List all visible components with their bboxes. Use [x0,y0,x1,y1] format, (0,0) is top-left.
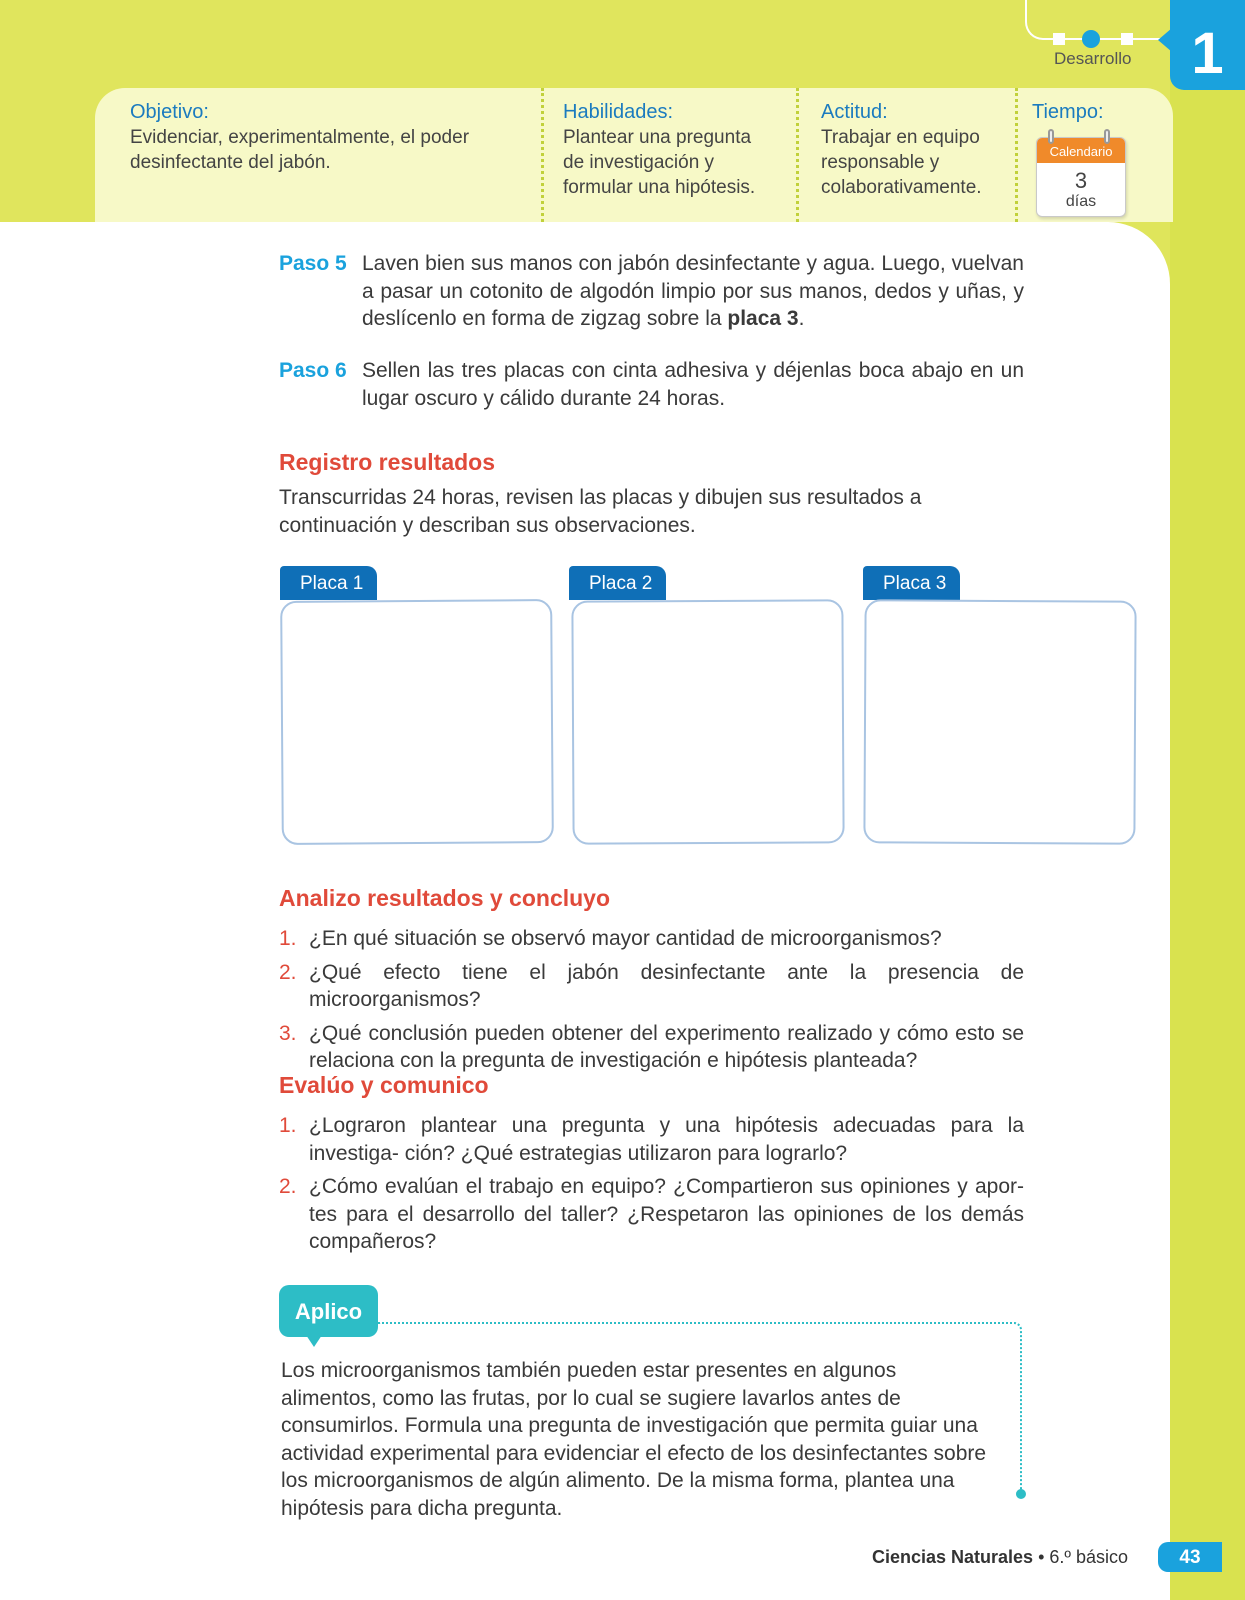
step-text [362,250,1024,333]
aplico-badge: Aplico [279,1285,378,1337]
item-text: ¿Lograron plantear una pregunta y una hipótesis adecuadas para la investiga- ción? ¿Qué estrategias utilizaron para lograrlo? [309,1114,1024,1165]
habilidades-line: de investigación y [563,152,715,173]
step-text-bold: placa 3 [727,307,799,330]
analizo-questions [279,925,1024,1081]
item-number: 2. [279,1175,297,1198]
step-text-part: Sellen las tres placas con cinta adhesiva y déjenlas boca abajo en un lugar oscuro y cálido durante 24 horas. [362,359,1024,410]
objetivo-column [130,100,530,175]
step-label: Paso 6 [279,359,347,382]
placa-2-tab: Placa 2 [569,566,666,600]
placa-1-tab: Placa 1 [280,566,377,600]
progress-step-icon [1121,33,1133,45]
activity-info-box [95,88,1173,222]
list-item [279,959,1024,1014]
page-number: 43 [1158,1542,1222,1572]
habilidades-line: formular una hipótesis. [563,177,756,198]
habilidades-column [563,100,793,200]
item-text: ¿Qué conclusión pueden obtener del experimento realizado y cómo esto se relaciona con la pregunta de investigación e hipótesis planteada? [309,1021,1024,1072]
list-item [279,1112,1024,1167]
list-item [279,1173,1024,1256]
evaluo-questions [279,1112,1024,1262]
actitud-line: colaborativamente. [821,177,982,198]
step-label: Paso 5 [279,252,347,275]
calendar-number: 3 [1074,168,1088,193]
calendar-unit: días [1065,193,1097,210]
item-number: 2. [279,960,297,984]
list-item [279,1020,1024,1075]
footer-credit [872,1547,1128,1568]
step-text-part: . [798,307,805,330]
footer-grade: 6.º básico [1049,1547,1128,1567]
registro-text: Transcurridas 24 horas, revisen las placas y dibujen sus resultados a continuación y describan sus observaciones. [279,486,922,537]
placa-3-drawing-area[interactable] [863,599,1136,844]
unit-number-tab: 1 [1170,0,1245,90]
evaluo-heading: Evalúo y comunico [279,1072,489,1098]
objetivo-line: desinfectante del jabón. [130,152,331,173]
aplico-text: Los microorganismos también pueden estar presentes en algunos alimentos, como las frutas, por lo cual se sugiere lavarlos antes de consumirlos. Formula una pregunta de investigación que permita guiar una actividad experimental para evidenciar el efecto de los desinfectantes sobre los microorganismos de algún alimento. De la misma forma, plantea una hipótesis para dicha pregunta. [281,1359,987,1520]
item-text: ¿Cómo evalúan el trabajo en equipo? ¿Compartieron sus opiniones y apor- tes para el desarrollo del taller? ¿Respetaron las opiniones de los demás compañeros? [309,1175,1024,1253]
placa-1-drawing-area[interactable] [280,599,554,845]
item-number: 1. [279,1114,297,1137]
step-text-part: Laven bien sus manos con jabón desinfectante y agua. Luego, vuelvan a pasar un cotonito de algodón limpio por sus manos, dedos y uñas, y deslícenlo en forma de zigzag sobre la [362,252,1024,330]
progress-step-icon [1053,33,1065,45]
actitud-line: Trabajar en equipo [821,127,980,148]
item-number: 3. [279,1021,297,1045]
right-strip [1170,0,1245,1600]
calendar-ring-icon [1048,129,1054,144]
section-progress-line [1025,0,1175,40]
step-5 [279,250,1024,333]
analizo-heading: Analizo resultados y concluyo [279,885,611,911]
step-6 [279,357,1024,412]
objetivo-line: Evidenciar, experimentalmente, el poder [130,127,470,148]
footer-separator: • [1033,1547,1050,1567]
aplico-dot-icon [1016,1489,1026,1499]
column-divider [541,88,544,222]
placa-3-tab: Placa 3 [863,566,960,600]
placa-2-drawing-area[interactable] [571,599,844,844]
column-divider [796,88,799,222]
item-text: ¿En qué situación se observó mayor cantidad de microorganismos? [309,927,942,950]
habilidades-line: Plantear una pregunta [563,127,752,148]
calendar-label: Calendario [1037,138,1125,163]
item-number: 1. [279,927,297,950]
registro-heading: Registro resultados [279,449,495,475]
section-label: Desarrollo [1054,49,1132,68]
objetivo-title: Objetivo: [130,101,209,123]
calendar-ring-icon [1104,129,1110,144]
actitud-column [821,100,1021,200]
calendar-icon [1036,137,1126,217]
progress-current-step-icon [1082,30,1100,48]
list-item [279,925,1024,953]
tiempo-title: Tiempo: [1032,101,1104,123]
speech-bubble-tail-icon [306,1335,322,1347]
habilidades-title: Habilidades: [563,101,674,123]
column-divider [1015,88,1018,222]
tiempo-column [1032,100,1152,125]
actitud-line: responsable y [821,152,940,173]
item-text: ¿Qué efecto tiene el jabón desinfectante ante la presencia de microorganismos? [309,960,1024,1011]
actitud-title: Actitud: [821,101,888,123]
footer-subject: Ciencias Naturales [871,1547,1034,1567]
step-text [362,357,1024,412]
